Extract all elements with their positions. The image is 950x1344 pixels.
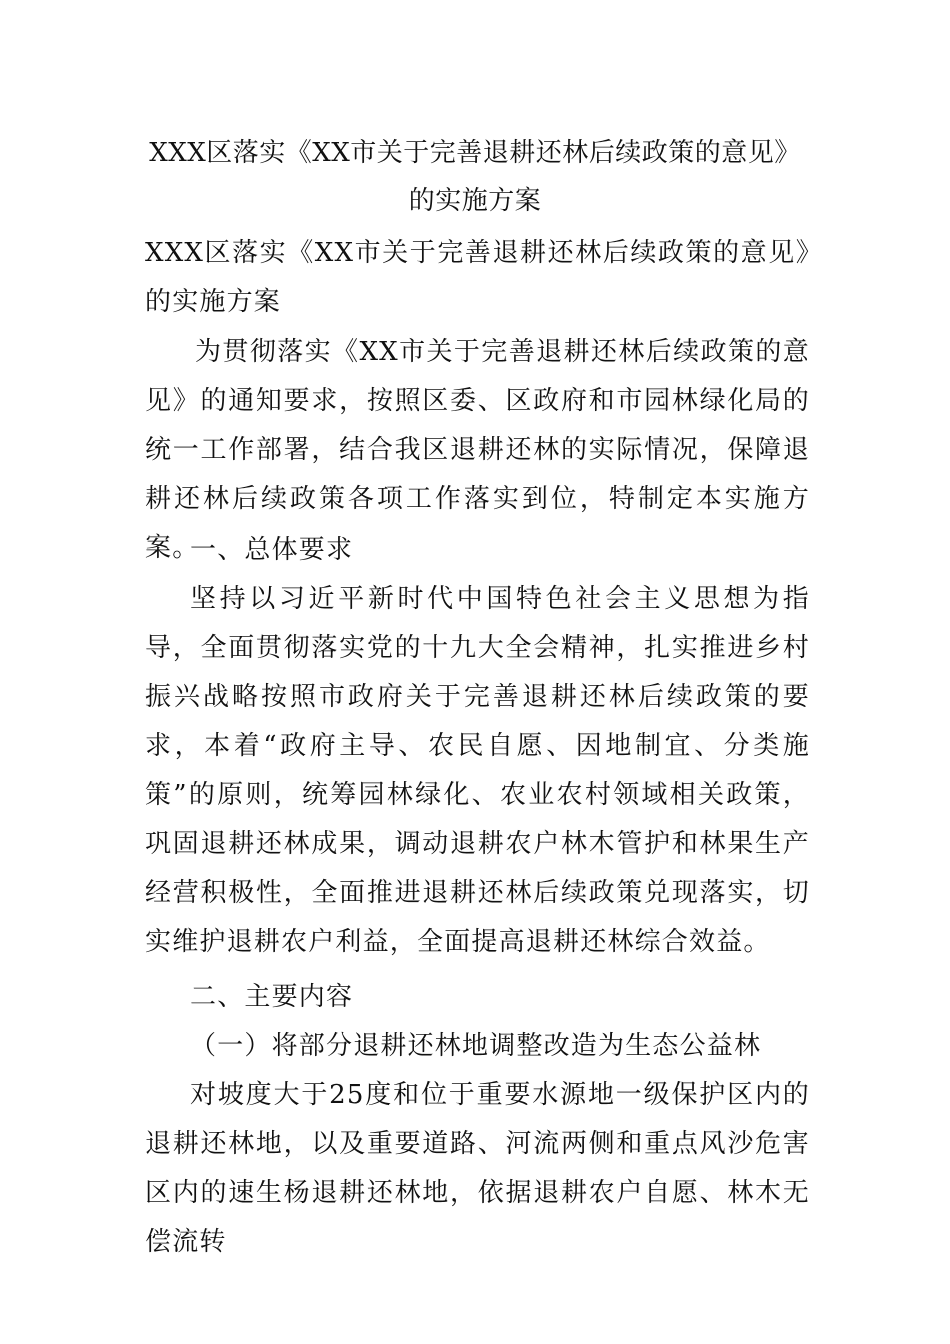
subsection-1-paragraph: 对坡度大于25度和位于重要水源地一级保护区内的退耕还林地，以及重要道路、河流两侧和重点风沙危害区内的速生杨退耕还林地，依据退耕农户自愿、林木无偿流转 [145,1080,810,1257]
subsection-1-heading: （一）将部分退耕还林地调整改造为生态公益林 [190,1031,762,1061]
intro-paragraph: 为贯彻落实《XX市关于完善退耕还林后续政策的意见》的通知要求，按照区委、区政府和市园林绿化局的统一工作部署，结合我区退耕还林的实际情况，保障退耕还林后续政策各项工作落实到位，特制定本实施方案。 [145,337,810,563]
section-1-paragraph: 坚持以习近平新时代中国特色社会主义思想为指导，全面贯彻落实党的十九大全会精神，扎实推进乡村振兴战略按照市政府关于完善退耕还林后续政策的要求，本着“政府主导、农民自愿、因地制宜、分类施策”的原则，统筹园林绿化、农业农村领域相关政策，巩固退耕还林成果，调动退耕农户林木管护和林果生产经营积极性，全面推进退耕还林后续政策兑现落实，切实维护退耕农户利益，全面提高退耕还林综合效益。 [145,584,810,957]
document-title-line-1: XXX区落实《XX市关于完善退耕还林后续政策的意见》 [149,138,801,168]
document-title-line-2: 的实施方案 [408,186,542,216]
section-1-heading: 一、总体要求 [190,535,354,565]
section-2-heading: 二、主要内容 [190,982,354,1012]
document-subtitle: XXX区落实《XX市关于完善退耕还林后续政策的意见》的实施方案 [145,238,810,317]
